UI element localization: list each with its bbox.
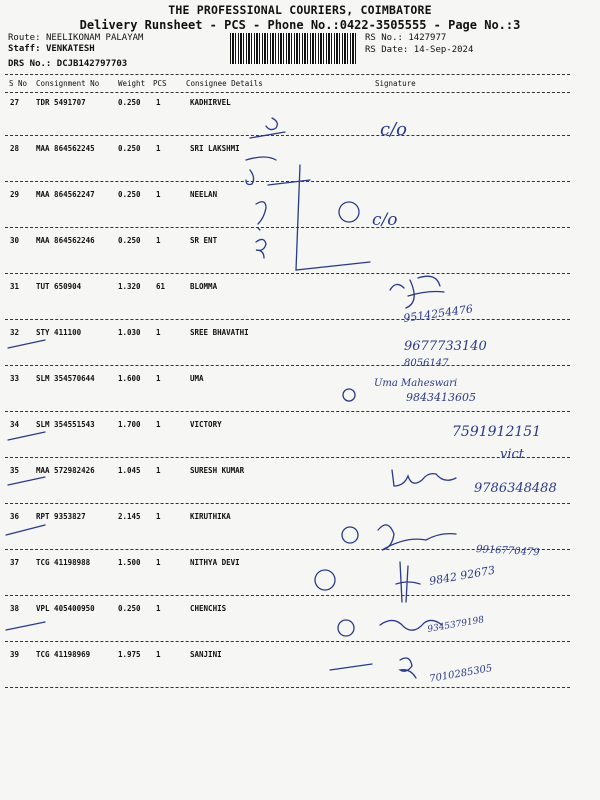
- consignee: SR ENT: [190, 236, 218, 245]
- handwritten-text-r36: 9916770479: [475, 544, 540, 559]
- consignment-no: RPT 9353827: [36, 512, 86, 521]
- consignment-no: MAA 864562245: [36, 144, 95, 153]
- barcode: [230, 33, 356, 64]
- consignee: UMA: [190, 374, 204, 383]
- weight: 2.145: [118, 512, 141, 521]
- table-row: [0, 558, 600, 578]
- row-rule: [5, 135, 570, 136]
- row-rule: [5, 365, 570, 366]
- staff-value: VENKATESH: [45, 44, 95, 54]
- row-rule: [5, 549, 570, 550]
- row-rule: [5, 227, 570, 228]
- consignment-no: VPL 405400950: [36, 604, 95, 613]
- weight: 0.250: [118, 604, 141, 613]
- pcs: 1: [156, 190, 161, 199]
- weight: 1.320: [118, 282, 141, 291]
- table-row: [0, 328, 600, 348]
- row-rule: [5, 181, 570, 182]
- row-rule: [5, 457, 570, 458]
- consignment-no: TCG 41198988: [36, 558, 91, 567]
- sno: 28: [10, 144, 20, 153]
- consignee: BLOMMA: [190, 282, 218, 291]
- row-rule: [5, 641, 570, 642]
- sno: 33: [10, 374, 20, 383]
- staff-label: Staff:: [8, 44, 41, 54]
- sno: 39: [10, 650, 20, 659]
- table-row: [0, 420, 600, 440]
- pcs: 1: [156, 466, 161, 475]
- pcs: 1: [156, 144, 161, 153]
- header-top-rule: [5, 74, 570, 75]
- col-signature: Signature: [375, 79, 416, 88]
- pcs: 1: [156, 328, 161, 337]
- col-consignment: Consignment No: [36, 79, 100, 88]
- handwritten-text-r39: 7010285305: [428, 663, 494, 685]
- consignee: SURESH KUMAR: [190, 466, 245, 475]
- pcs: 61: [156, 282, 166, 291]
- weight: 1.700: [118, 420, 141, 429]
- table-row: [0, 604, 600, 624]
- sno: 34: [10, 420, 20, 429]
- handwritten-mark: [246, 170, 254, 185]
- table-row: [0, 190, 600, 210]
- sno: 32: [10, 328, 20, 337]
- rs-date-label: RS Date:: [365, 45, 409, 55]
- table-row: [0, 236, 600, 256]
- pcs: 1: [156, 98, 161, 107]
- pcs: 1: [156, 236, 161, 245]
- handwritten-text-r38: 9345379198: [426, 615, 485, 635]
- consignee: CHENCHIS: [190, 604, 227, 613]
- sno: 29: [10, 190, 20, 199]
- table-row: [0, 650, 600, 670]
- handwritten-text-r33a: Uma Maheswari: [374, 378, 458, 389]
- handwritten-text-r34a: 7591912151: [452, 424, 542, 440]
- handwritten-mark: [266, 118, 277, 130]
- pcs: 1: [156, 558, 161, 567]
- weight: 1.600: [118, 374, 141, 383]
- consignment-no: SLM 354570644: [36, 374, 95, 383]
- sno: 37: [10, 558, 20, 567]
- rs-date-value: 14-Sep-2024: [413, 45, 474, 55]
- consignment-no: SLM 354551543: [36, 420, 95, 429]
- col-consignee: Consignee Details: [186, 79, 263, 88]
- staff-line: [8, 44, 95, 54]
- col-weight: Weight: [118, 79, 146, 88]
- pcs: 1: [156, 420, 161, 429]
- col-pcs: PCS: [153, 79, 167, 88]
- consignee: NEELAN: [190, 190, 218, 199]
- sno: 27: [10, 98, 20, 107]
- row-rule: [5, 503, 570, 504]
- weight: 1.500: [118, 558, 141, 567]
- handwritten-text-r31: 9514254476: [402, 302, 474, 325]
- consignee: KIRUTHIKA: [190, 512, 231, 521]
- handwritten-text-r27: c/o: [380, 119, 407, 140]
- pcs: 1: [156, 374, 161, 383]
- route-label: Route:: [8, 33, 41, 43]
- consignee: VICTORY: [190, 420, 222, 429]
- rs-no-value: 1427977: [408, 33, 447, 43]
- sno: 38: [10, 604, 20, 613]
- consignee: NITHYA DEVI: [190, 558, 240, 567]
- handwritten-text-r29: c/o: [372, 210, 398, 230]
- sno: 31: [10, 282, 20, 291]
- consignment-no: TCG 41198969: [36, 650, 91, 659]
- consignee: SREE BHAVATHI: [190, 328, 249, 337]
- drs-line: [8, 59, 127, 69]
- weight: 0.250: [118, 144, 141, 153]
- pcs: 1: [156, 650, 161, 659]
- rs-date-line: [365, 45, 473, 55]
- consignment-no: MAA 572982426: [36, 466, 95, 475]
- row-rule: [5, 595, 570, 596]
- table-row: [0, 374, 600, 394]
- rs-no-line: [365, 33, 446, 43]
- weight: 0.250: [118, 236, 141, 245]
- header-bottom-rule: [5, 92, 570, 93]
- handwritten-text-r33b: 9843413605: [406, 391, 476, 404]
- document-title: THE PROFESSIONAL COURIERS, COIMBATORE: [168, 3, 432, 17]
- route-line: [8, 33, 143, 43]
- rs-no-label: RS No.:: [365, 33, 403, 43]
- handwritten-text-r34b: vict: [500, 447, 525, 462]
- consignee: KADHIRVEL: [190, 98, 231, 107]
- table-row: [0, 144, 600, 164]
- row-rule: [5, 319, 570, 320]
- weight: 0.250: [118, 190, 141, 199]
- drs-label: DRS No.:: [8, 59, 52, 69]
- weight: 1.045: [118, 466, 141, 475]
- consignment-no: MAA 864562247: [36, 190, 95, 199]
- table-row: [0, 282, 600, 302]
- route-value: NEELIKONAM PALAYAM: [45, 33, 144, 43]
- consignment-no: TDR 5491707: [36, 98, 86, 107]
- drs-value: DCJB142797703: [56, 59, 128, 69]
- consignment-no: STY 411100: [36, 328, 82, 337]
- table-row: [0, 98, 600, 118]
- consignment-no: MAA 864562246: [36, 236, 95, 245]
- table-row: [0, 512, 600, 532]
- row-rule: [5, 411, 570, 412]
- pcs: 1: [156, 512, 161, 521]
- handwritten-text-r32b: 8056147: [404, 358, 449, 369]
- row-rule: [5, 273, 570, 274]
- sno: 30: [10, 236, 20, 245]
- sno: 36: [10, 512, 20, 521]
- handwritten-text-r37: 9842 92673: [428, 563, 496, 588]
- sno: 35: [10, 466, 20, 475]
- consignee: SANJINI: [190, 650, 222, 659]
- weight: 1.975: [118, 650, 141, 659]
- consignee: SRI LAKSHMI: [190, 144, 240, 153]
- handwritten-text-r32a: 9677733140: [404, 339, 487, 354]
- col-sno: S No: [9, 79, 28, 88]
- handwritten-text-r35: 9786348488: [474, 481, 557, 496]
- consignment-no: TUT 650904: [36, 282, 82, 291]
- document-subtitle: Delivery Runsheet - PCS - Phone No.:0422-3505555 - Page No.:3: [79, 18, 521, 32]
- weight: 1.030: [118, 328, 141, 337]
- pcs: 1: [156, 604, 161, 613]
- table-row: [0, 466, 600, 486]
- row-rule: [5, 687, 570, 688]
- weight: 0.250: [118, 98, 141, 107]
